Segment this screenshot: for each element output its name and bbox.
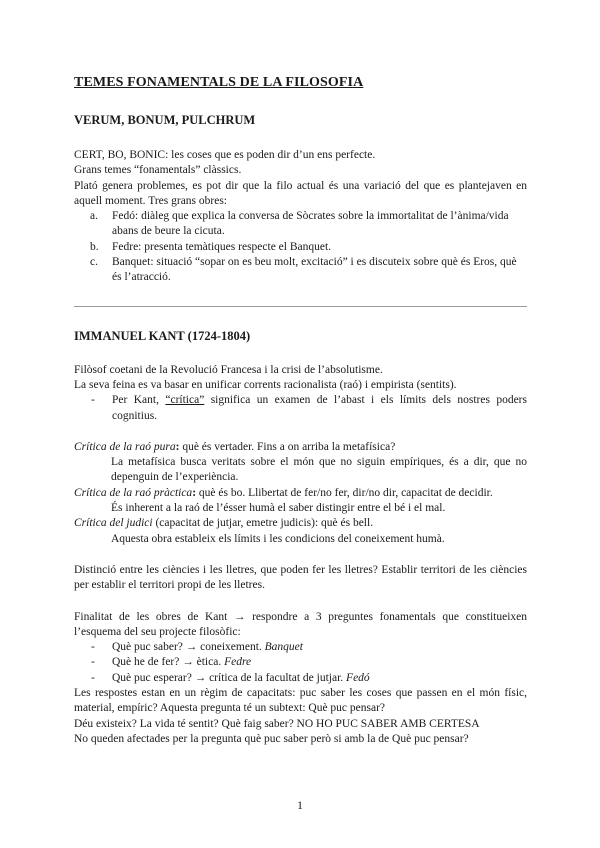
list-item xyxy=(74,393,527,424)
work-critica-judici xyxy=(74,516,527,531)
paragraph-finality: Finalitat de les obres de Kant → respondre a 3 preguntes fonamentals que constitueixen l’esquema del seu projecte filosòfic: xyxy=(74,610,527,638)
work-title: Crítica de la raó pura xyxy=(74,440,176,453)
question-work: Fedre xyxy=(224,656,252,669)
paragraph-closing-2: Déu existeix? La vida té sentit? Què faig saber? NO HO PUC SABER AMB CERTESA xyxy=(74,717,480,730)
work-description: què és bo. Llibertat de fer/no fer, dir/no dir, capacitat de decidir. xyxy=(198,486,493,499)
list-marker: - xyxy=(91,394,95,407)
work-detail: És inherent a la raó de l’ésser humà el saber distingir entre el bé i el mal. xyxy=(111,502,446,515)
paragraph-kant-intro-2: La seva feina es va basar en unificar corrents racionalista (raó) i empirista (sentits). xyxy=(74,378,457,391)
list-marker: a. xyxy=(90,210,98,223)
work-title: Crítica de la raó pràctica xyxy=(74,486,193,499)
list-item xyxy=(74,640,527,655)
question-text: Què puc esperar? → crítica de la facultat de jutjar. xyxy=(112,671,347,684)
list-item xyxy=(74,671,527,686)
list-item xyxy=(74,655,527,670)
question-work: Banquet xyxy=(264,641,303,654)
paragraph-distinction: Distinció entre les ciències i les lletres, que poden fer les lletres? Establir territori de les ciències per establir el territori propi de les lletres. xyxy=(74,563,527,592)
paragraph-kant-intro-1: Filòsof coetani de la Revolució Francesa i la crisi de l’absolutisme. xyxy=(74,363,383,376)
work-critica-rao-pura xyxy=(74,440,527,455)
paragraph-closing-3: No queden afectades per la pregunta què puc saber però si amb la de Què puc pensar? xyxy=(74,732,469,745)
work-title-separator: : xyxy=(192,486,199,499)
list-marker: - xyxy=(91,641,95,654)
paragraph-grans-temes: Grans temes “fonamentals” clàssics. xyxy=(74,164,242,177)
critica-pre-text: Per Kant, xyxy=(112,394,166,407)
question-work: Fedó xyxy=(346,671,370,684)
kant-questions-list xyxy=(74,640,527,686)
list-item xyxy=(74,240,527,255)
page-number: 1 xyxy=(297,798,303,812)
question-text: Què puc saber? → coneixement. xyxy=(112,641,265,654)
work-description: (capacitat de jutjar, emetre judicis): què és bell. xyxy=(155,517,374,530)
list-marker: c. xyxy=(90,256,98,269)
critica-definition-list xyxy=(74,393,527,424)
work-title-separator: : xyxy=(175,440,183,453)
work-detail: Aquesta obra estableix els límits i les condicions del coneixement humà. xyxy=(111,532,445,545)
critica-post-text: significa un examen de l’abast i els límits dels nostres poders cognitius. xyxy=(112,394,527,422)
list-item-text: Fedó: diàleg que explica la conversa de Sòcrates sobre la immortalitat de l’ànima/vida abans de beure la cicuta. xyxy=(112,210,509,238)
section-heading-kant: IMMANUEL KANT (1724-1804) xyxy=(74,328,251,343)
paragraph-cert-bo-bonic: CERT, BO, BONIC: les coses que es poden dir d’un ens perfecte. xyxy=(74,149,376,161)
list-item xyxy=(74,255,527,286)
critica-term: “crítica” xyxy=(165,394,205,407)
plato-works-list xyxy=(74,209,527,285)
list-marker: - xyxy=(91,671,95,684)
work-description: què és vertader. Fins a on arriba la metafísica? xyxy=(182,440,396,453)
list-item-text: Fedre: presenta temàtiques respecte el Banquet. xyxy=(112,240,332,253)
list-marker: - xyxy=(91,656,95,669)
paragraph-closing-1: Les respostes estan en un règim de capacitats: puc saber les coses que passen en el món físic, material, empíric? Aquesta pregunta té un subtext: Què puc pensar? xyxy=(74,687,527,715)
document-title: TEMES FONAMENTALS DE LA FILOSOFIA xyxy=(74,75,364,90)
work-title: Crítica del judici xyxy=(74,517,153,530)
work-detail: La metafísica busca veritats sobre el món que no siguin empíriques, és a dir, que no depenguin de l’experiència. xyxy=(111,456,527,484)
list-item xyxy=(74,209,527,240)
list-marker: b. xyxy=(90,240,99,253)
paragraph-plato: Plató genera problemes, es pot dir que la filo actual és una variació del que es plantejaven en aquell moment. Tres grans obres: xyxy=(74,179,527,207)
work-critica-rao-practica xyxy=(74,486,527,501)
page-content xyxy=(74,74,527,747)
list-item-text: Banquet: situació “sopar on es beu molt, excitació” i es discuteix sobre què és Eros, què és l’atracció. xyxy=(112,256,517,284)
section-heading-verum: VERUM, BONUM, PULCHRUM xyxy=(74,113,256,127)
question-text: Què he de fer? → ètica. xyxy=(112,656,225,669)
